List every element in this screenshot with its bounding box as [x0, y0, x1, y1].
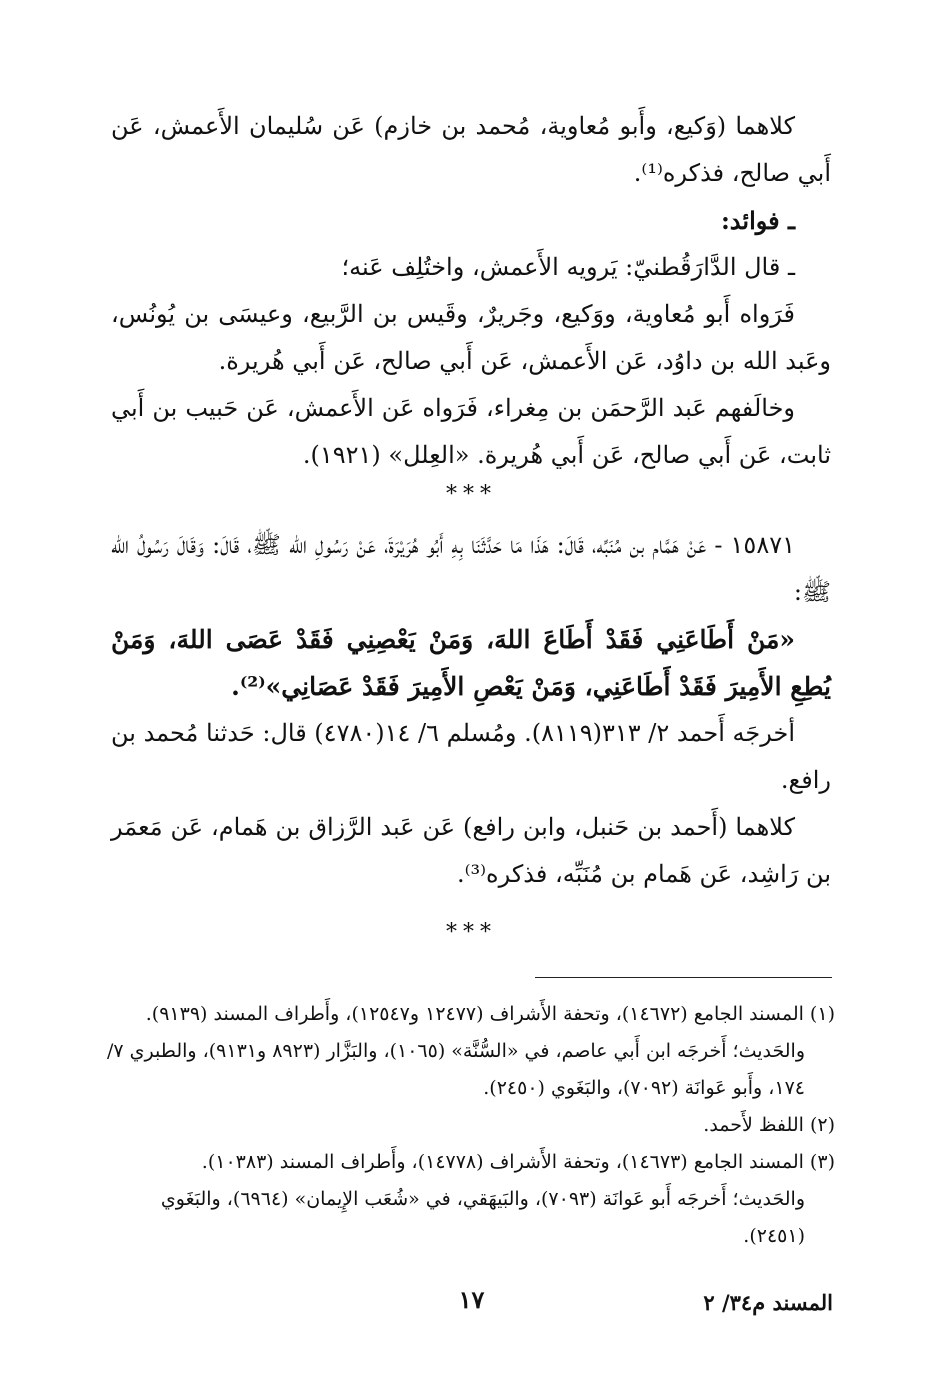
footnote-2: (٢) اللفظ لأَحمد.: [703, 1114, 835, 1136]
hadith-isnad-paragraph: [111, 522, 831, 616]
paragraph-daraqutni: ـ قال الدَّارَقُطنيّ: يَرويه الأَعمش، واختُلِف عَنه؛: [341, 253, 795, 281]
footnote-1-continuation: والحَديث؛ أَخرجَه ابن أَبي عاصم، في «السُّنَّة» (١٠٦٥)، والبَزَّار (٨٩٢٣ و٩١٣١)، والطبري ٧/ ١٧٤، وأَبو عَوانَة (٧٠٩٢)، والبَغَوي (٢٤٥٠).: [107, 1040, 805, 1099]
footnotes: [107, 996, 835, 1255]
hadith-takhrij: أخرجَه أَحمد ٢/ ٣١٣(٨١١٩). ومُسلم ٦/ ١٤(٤٧٨٠) قال: حَدثنا مُحمد بن رافع.: [111, 719, 831, 794]
hadith-isnad: عَنْ هَمَّام بن مُنَبِّه، قَالَ: هَذَا مَا حَدَّثَنَا بِهِ أَبُو هُرَيْرَةَ، عَنْ رَسُولِ الله ﷺ، قَالَ: وَقَالَ رَسُولُ الله ﷺ:: [111, 531, 831, 606]
footnote-3-continuation: والحَديث؛ أَخرجَه أَبو عَوانَة (٧٠٩٣)، والبَيهَقي، في «شُعَب الإِيمان» (٦٩٦٤)، والبَغَوي (٢٤٥١).: [160, 1188, 805, 1247]
paragraph-riwaya: فَرَواه أَبو مُعاوية، ووَكيع، وجَريرٌ، وقَيس بن الرَّبيع، وعيسَى بن يُونُس، وعَبد الله بن داوُد، عَن الأَعمش، عَن أَبي صالح، عَن أَبي هُريرة.: [111, 300, 831, 375]
page-number: ١٧: [458, 1285, 485, 1314]
hadith-number: ١٥٨٧١ -: [714, 531, 795, 559]
section-top: [111, 103, 831, 479]
hadith-block: [111, 522, 831, 898]
signature-mark: المسند م٣٤/ ٢: [703, 1290, 833, 1315]
footnote-divider: [535, 977, 832, 978]
separator-stars-1: ***: [446, 482, 497, 507]
paragraph-khilaf: وخالَفهم عَبد الرَّحمَن بن مِغراء، فَرَواه عَن الأَعمش، عَن حَبيب بن أَبي ثابت، عَن أَبي صالح، عَن أَبي هُريرة. «العِلل» (١٩٢١).: [111, 394, 831, 469]
fawaid-heading: ـ فوائد:: [720, 206, 795, 235]
footnote-1: (١) المسند الجامع (١٤٦٧٢)، وتحفة الأَشراف (١٢٤٧٧ و١٢٥٤٧)، وأَطراف المسند (٩١٣٩).: [145, 1003, 835, 1025]
separator-stars-2: ***: [446, 920, 497, 945]
footnote-3: (٣) المسند الجامع (١٤٦٧٣)، وتحفة الأَشراف (١٤٧٧٨)، وأَطراف المسند (١٠٣٨٣).: [201, 1151, 835, 1173]
hadith-closing-paragraph: كلاهما (أَحمد بن حَنبل، وابن رافع) عَن عَبد الرَّزاق بن هَمام، عَن مَعمَر بن رَاشِد، عَن هَمام بن مُنَبِّه، فذكره⁽³⁾.: [111, 813, 831, 888]
hadith-matn: «مَنْ أَطَاعَنِي فَقَدْ أَطَاعَ اللهَ، وَمَنْ يَعْصِنِي فَقَدْ عَصَى اللهَ، وَمَنْ يُطِعِ الأَمِيرَ فَقَدْ أَطَاعَنِي، وَمَنْ يَعْصِ الأَمِيرَ فَقَدْ عَصَانِي»⁽²⁾.: [111, 625, 831, 701]
paragraph-narrators: كلاهما (وَكيع، وأَبو مُعاوية، مُحمد بن خازم) عَن سُليمان الأَعمش، عَن أَبي صالح، فذكره⁽¹⁾.: [111, 112, 831, 187]
